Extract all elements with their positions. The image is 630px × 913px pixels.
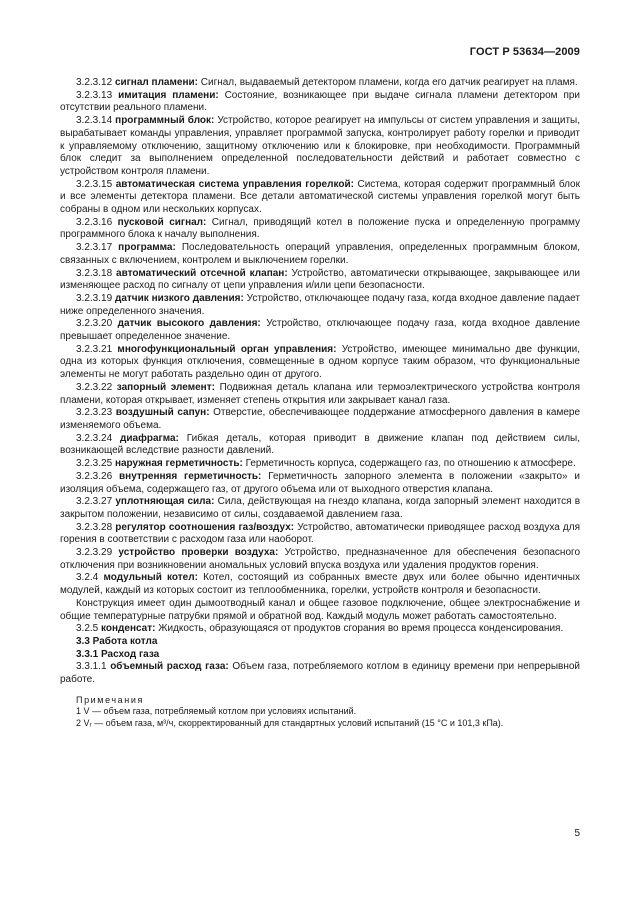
definitions-list bbox=[60, 77, 580, 636]
definition-paragraph bbox=[60, 471, 580, 496]
definition: Состояние, возникающее при выдаче сигнала пламени детектором при отсутствии реального пламени. bbox=[60, 89, 581, 114]
definition: Устройство, которое реагирует на импульсы от систем управления и защиты, вырабатывает команды управления, управляет программой запуска, контролирует работу горелки и приводит к управляемому отключению, защитному отключению или к блокировке, при необходимости. Программный блок следит за выполнением определенной последовательности действий и работает совместно с устройством контроля пламени. bbox=[60, 115, 581, 177]
term: наружная герметичность: bbox=[114, 458, 243, 470]
term: датчик высокого давления: bbox=[117, 318, 261, 330]
definition: Устройство, автоматически открывающее, закрывающее или изменяющее расход по сигналу от цепи управления и/или цепи безопасности. bbox=[60, 267, 581, 292]
term: автоматический отсечной клапан: bbox=[116, 267, 288, 279]
definition-paragraph bbox=[60, 522, 580, 547]
term: регулятор соотношения газ/воздух: bbox=[115, 521, 295, 533]
definition-paragraph bbox=[60, 572, 580, 597]
clause-number: 3.2.3.19 bbox=[76, 292, 113, 304]
definition-paragraph bbox=[60, 90, 580, 115]
definition-paragraph bbox=[60, 242, 580, 267]
definition: Сигнал, выдаваемый детектором пламени, когда его датчик реагирует на пламя. bbox=[200, 77, 578, 88]
definition: Гибкая деталь, которая приводит в движение клапан под действием силы, возникающей вследствие разности давлений. bbox=[60, 432, 581, 457]
definition: Сигнал, приводящий котел в положение пуска и определенную программу программного блока к началу выполнения. bbox=[60, 216, 581, 241]
clause-number: 3.2.3.28 bbox=[76, 521, 113, 533]
clause-number: 3.2.3.21 bbox=[76, 343, 113, 355]
definition-paragraph bbox=[60, 407, 580, 432]
term: запорный элемент: bbox=[116, 381, 215, 393]
term: конденсат: bbox=[101, 623, 156, 635]
definition-paragraph bbox=[60, 496, 580, 521]
paragraph-3-3-1-1 bbox=[60, 661, 580, 686]
doc-id: ГОСТ Р 53634—2009 bbox=[469, 46, 580, 58]
note-item: 1 V — объем газа, потребляемый котлом при условиях испытаний. bbox=[76, 706, 357, 717]
clause-number: 3.2.3.17 bbox=[76, 242, 113, 254]
document-body bbox=[60, 77, 580, 729]
notes-block bbox=[60, 695, 580, 730]
term: сигнал пламени: bbox=[114, 77, 198, 88]
definition: Устройство, автоматически приводящее расход воздуха для горения в соответствии с расходом газа или наоборот. bbox=[60, 521, 580, 546]
clause-number: 3.2.3.16 bbox=[76, 216, 113, 228]
term: программный блок: bbox=[115, 115, 215, 127]
definition: Устройство, предназначенное для обеспечения безопасного отключения при возникновении аномальных условий впуска воздуха или удаления продуктов горения. bbox=[60, 547, 580, 571]
clause-number: 3.2.3.23 bbox=[76, 407, 113, 419]
term: уплотняющая сила: bbox=[115, 496, 215, 508]
term: имитация пламени: bbox=[118, 89, 219, 101]
definition-paragraph bbox=[60, 318, 580, 343]
definition-paragraph bbox=[60, 115, 580, 179]
clause-number: 3.2.3.18 bbox=[76, 267, 113, 279]
term: диафрагма: bbox=[120, 432, 179, 444]
definition-paragraph bbox=[60, 268, 580, 293]
term: объемный расход газа: bbox=[110, 661, 229, 673]
clause-number: 3.2.3.13 bbox=[76, 89, 113, 101]
clause-number: 3.2.4 bbox=[76, 572, 99, 584]
definition: Последовательность операций управления, определенных программным блоком, связанных с включением, контролем и выключением горелки. bbox=[60, 242, 580, 266]
notes-title: Примечания bbox=[76, 694, 144, 705]
clause-number: 3.2.3.24 bbox=[76, 432, 113, 444]
definition-paragraph bbox=[60, 433, 580, 458]
definition: Котел, состоящий из собранных вместе двух или более обычно идентичных модулей, каждый из которых состоит из теплообменника, горелки, устройств контроля и безопасности. bbox=[60, 572, 580, 597]
definition: Объем газа, потребляемого котлом в единицу времени при непрерывной работе. bbox=[60, 661, 581, 686]
term: автоматическая система управления горелкой: bbox=[115, 178, 354, 190]
clause-number: 3.2.3.22 bbox=[76, 381, 113, 393]
term: воздушный сапун: bbox=[115, 407, 210, 419]
definition-paragraph bbox=[60, 77, 580, 90]
definition: Герметичность запорного элемента в положении «закрыто» и изоляция объема, содержащего газ, от другого объема или от выходного отверстия клапана. bbox=[60, 470, 581, 495]
clause-number: 3.2.3.12 bbox=[76, 77, 113, 88]
definition: Система, которая содержит программный блок и все элементы детектора пламени. Все детали автоматической системы управления горелкой могут быть собраны в одном или нескольких корпусах. bbox=[60, 178, 580, 216]
document-header bbox=[60, 46, 580, 58]
definition-paragraph bbox=[60, 458, 580, 471]
definition-paragraph bbox=[60, 623, 580, 636]
note-item: 2 Vᵣ — объем газа, м³/ч, скорректированный для стандартных условий испытаний (15 °С и 101,3 кПа). bbox=[76, 717, 504, 728]
term: датчик низкого давления: bbox=[115, 292, 244, 304]
clause-number: 3.2.3.20 bbox=[76, 318, 113, 330]
definition: Устройство, имеющее минимально две функции, одна из которых функция отключения, совмещенные в одном корпусе таким образом, что функциональные элементы не могут работать раздельно один от другого. bbox=[60, 343, 581, 381]
term: программа: bbox=[118, 242, 176, 254]
clause-number: 3.2.3.26 bbox=[76, 470, 113, 482]
term: пусковой сигнал: bbox=[117, 216, 207, 228]
definition-paragraph bbox=[60, 293, 580, 318]
definition-paragraph bbox=[60, 179, 580, 217]
clause-number: 3.2.5 bbox=[76, 623, 99, 635]
clause-number: 3.2.3.27 bbox=[76, 496, 113, 508]
clause-number: 3.3.1.1 bbox=[76, 661, 107, 673]
definition: Устройство, отключающее подачу газа, когда входное давление превышает определенное значение. bbox=[60, 318, 581, 343]
definition: Жидкость, образующаяся от продуктов сгорания во время процесса конденсирования. bbox=[158, 623, 564, 635]
term: многофункциональный орган управления: bbox=[117, 343, 337, 355]
clause-number: 3.2.3.15 bbox=[76, 178, 113, 190]
term: модульный котел: bbox=[103, 572, 198, 584]
definition-paragraph bbox=[60, 598, 580, 623]
definition: Конструкция имеет один дымоотводный канал и общее газовое подключение, общее электроснабжение и общие температурные патрубки прямой и обратной вод. Каждый модуль может работать самостоятельно. bbox=[60, 597, 580, 622]
definition-paragraph bbox=[60, 547, 580, 572]
clause-number: 3.2.3.29 bbox=[76, 547, 113, 559]
section-heading-3-3: 3.3 Работа котла bbox=[76, 635, 158, 647]
definition: Подвижная деталь клапана или термоэлектрического устройства контроля пламени, которая открывает, изменяет степень открытия или закрывает канал газа. bbox=[60, 381, 580, 406]
definition: Сила, действующая на гнездо клапана, когда запорный элемент находится в закрытом положении, независимо от силы, создаваемой давлением газа. bbox=[60, 496, 581, 520]
definition: Устройство, отключающее подачу газа, когда входное давление падает ниже определенного значения. bbox=[60, 292, 580, 317]
definition: Герметичность корпуса, содержащего газ, по отношению к атмосфере. bbox=[245, 458, 576, 470]
term: внутренняя герметичность: bbox=[119, 470, 262, 482]
definition-paragraph bbox=[60, 344, 580, 382]
definition-paragraph bbox=[60, 217, 580, 242]
clause-number: 3.2.3.25 bbox=[76, 458, 113, 470]
term: устройство проверки воздуха: bbox=[118, 547, 279, 559]
clause-number: 3.2.3.14 bbox=[76, 115, 113, 127]
section-heading-3-3-1: 3.3.1 Расход газа bbox=[76, 648, 160, 660]
definition: Отверстие, обеспечивающее поддержание атмосферного давления в камере изменяемого объема. bbox=[60, 407, 581, 431]
page-number: 5 bbox=[574, 828, 580, 839]
definition-paragraph bbox=[60, 382, 580, 407]
